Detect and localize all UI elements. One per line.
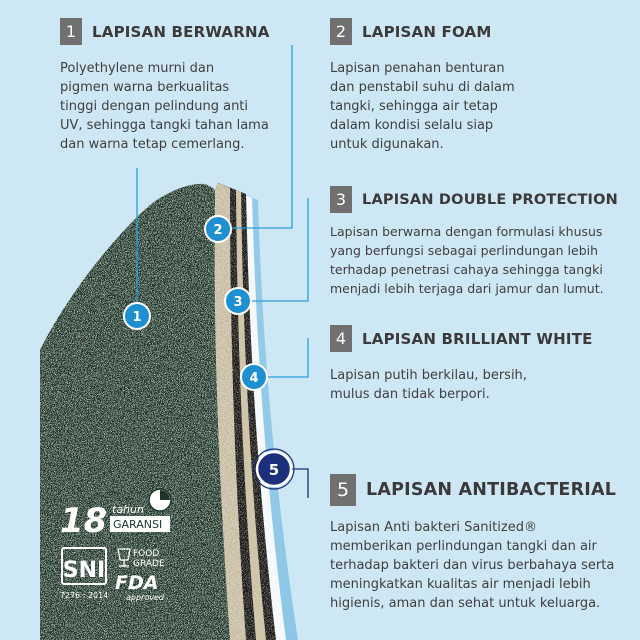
callout-layer-1 <box>60 18 300 154</box>
warranty-label: GARANSI <box>113 518 163 531</box>
layer-4-desc-line: mulus dan tidak berpori. <box>330 387 490 402</box>
layer-3-title: LAPISAN DOUBLE PROTECTION <box>362 191 619 208</box>
layer-2-desc-line: Lapisan penahan benturan <box>330 61 505 76</box>
callout-layer-3 <box>330 186 630 298</box>
marker-4 <box>241 364 267 390</box>
layer-1-desc-line: dan warna tetap cemerlang. <box>60 137 245 152</box>
layer-1-desc-line: UV, sehingga tangki tahan lama <box>60 118 269 133</box>
layer-1-desc-line: tinggi dengan pelindung anti <box>60 99 249 114</box>
layer-4-title: LAPISAN BRILLIANT WHITE <box>362 329 593 348</box>
layer-1-description <box>60 59 300 154</box>
layer-5-desc-line: memberikan perlindungan tangki dan air <box>330 539 597 554</box>
layer-5-desc-line: meningkatkan kualitas air menjadi lebih <box>330 577 591 592</box>
marker-1 <box>124 303 150 329</box>
layer-5-desc-line: higienis, aman dan sehat untuk keluarga. <box>330 596 601 611</box>
clock-icon <box>149 489 171 511</box>
layer-5-number: 5 <box>330 474 356 506</box>
layer-2-desc-line: untuk digunakan. <box>330 137 444 152</box>
layer-5-description <box>330 518 630 613</box>
layer-1-desc-line: pigmen warna berkualitas <box>60 80 230 95</box>
fda-approved: approved <box>126 593 164 602</box>
marker-3-label: 3 <box>233 295 243 310</box>
food-grade-line-1: FOOD <box>133 549 160 559</box>
marker-2-label: 2 <box>213 223 223 238</box>
layer-3-desc-line: terhadap penetrasi cahaya sehingga tangki <box>330 262 603 277</box>
sni-code: 7276 : 2014 <box>59 591 109 600</box>
layer-3-number: 3 <box>330 186 352 213</box>
layer-5-desc-line: terhadap bakteri dan virus berbahaya serta <box>330 558 615 573</box>
callout-layer-5 <box>330 474 630 613</box>
callout-layer-2 <box>330 18 620 154</box>
layer-1-number: 1 <box>60 18 82 45</box>
marker-1-label: 1 <box>132 310 142 325</box>
layer-2-number: 2 <box>330 18 352 45</box>
food-grade-line-2: GRADE <box>133 559 165 569</box>
layer-4-number: 4 <box>330 325 352 352</box>
callout-layer-4 <box>330 325 620 404</box>
layer-3-desc-line: Lapisan berwarna dengan formulasi khusus <box>330 224 603 239</box>
layer-4-desc-line: Lapisan putih berkilau, bersih, <box>330 368 527 383</box>
layer-1-title: LAPISAN BERWARNA <box>92 22 270 41</box>
marker-5-label: 5 <box>268 461 280 479</box>
layer-3-description <box>330 222 630 298</box>
marker-2 <box>205 216 231 242</box>
layer-2-desc-line: tangki, sehingga air tetap <box>330 99 498 114</box>
layer-3-desc-line: yang berfungsi sebagai perlindungan lebih <box>330 243 599 258</box>
fda-logo: FDA <box>115 572 159 594</box>
layer-4-description <box>330 366 620 404</box>
warranty-number: 18 <box>60 501 108 541</box>
marker-5 <box>254 449 294 489</box>
sni-logo: SNI <box>62 558 106 583</box>
layer-5-title: LAPISAN ANTIBACTERIAL <box>366 480 617 500</box>
warranty-unit: tahun <box>112 503 144 516</box>
layer-2-description <box>330 59 620 154</box>
layer-2-desc-line: dan penstabil suhu di dalam <box>330 80 515 95</box>
marker-3 <box>225 288 251 314</box>
marker-4-label: 4 <box>249 371 259 386</box>
layer-2-desc-line: dalam kondisi selalu siap <box>330 118 494 133</box>
layer-3-desc-line: menjadi lebih terjaga dari jamur dan lumut. <box>330 281 604 296</box>
layer-5-desc-line: Lapisan Anti bakteri Sanitized® <box>330 520 537 535</box>
layer-1-desc-line: Polyethylene murni dan <box>60 61 215 76</box>
layer-2-title: LAPISAN FOAM <box>362 22 492 41</box>
